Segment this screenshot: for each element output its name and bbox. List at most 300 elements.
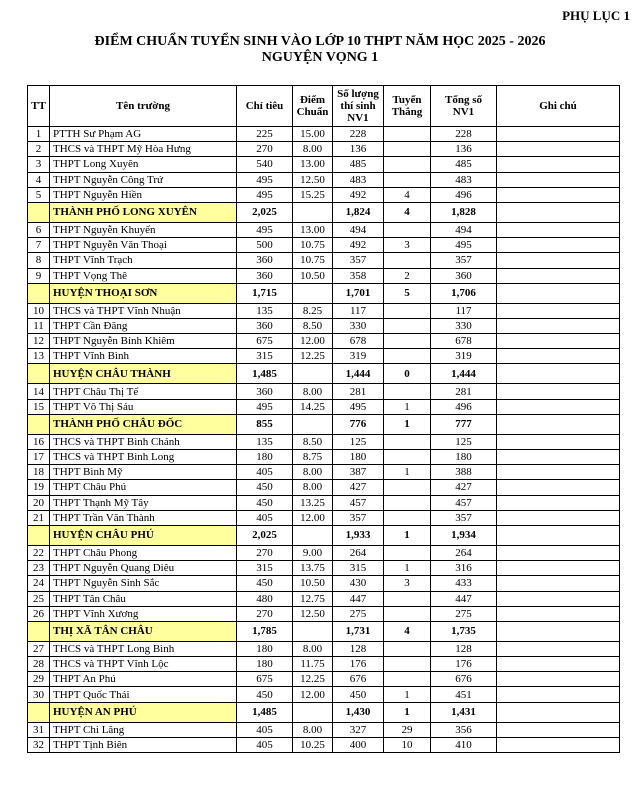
region-name: THỊ XÃ TÂN CHÂU [50, 621, 237, 641]
row-tt [28, 702, 50, 722]
row-tt: 8 [28, 253, 50, 268]
row-note [497, 545, 620, 560]
row-school-name: THPT Nguyễn Sinh Sắc [50, 576, 237, 591]
row-cutoff-score: 8.25 [293, 303, 333, 318]
table-row [28, 222, 620, 237]
row-quota: 495 [237, 172, 293, 187]
table-row [28, 238, 620, 253]
row-tt: 27 [28, 641, 50, 656]
row-total-nv1: 330 [431, 318, 497, 333]
row-quota: 495 [237, 187, 293, 202]
row-nv1-count: 180 [333, 450, 384, 465]
row-cutoff-score: 12.50 [293, 606, 333, 621]
row-school-name: THPT Trần Văn Thành [50, 510, 237, 525]
row-school-name: THPT Vĩnh Bình [50, 349, 237, 364]
table-row [28, 334, 620, 349]
row-tt: 5 [28, 187, 50, 202]
row-school-name: THPT Châu Phú [50, 480, 237, 495]
row-nv1-count: 128 [333, 641, 384, 656]
row-direct-admission [384, 127, 431, 142]
row-tt: 16 [28, 434, 50, 449]
row-nv1-count: 357 [333, 253, 384, 268]
table-row [28, 434, 620, 449]
table-row [28, 657, 620, 672]
table-body [28, 127, 620, 753]
table-row [28, 399, 620, 414]
table-row [28, 268, 620, 283]
row-total-nv1: 136 [431, 142, 497, 157]
row-quota: 135 [237, 303, 293, 318]
table-header-row [28, 86, 620, 127]
row-total-nv1: 496 [431, 187, 497, 202]
row-quota: 135 [237, 434, 293, 449]
row-nv1-count: 678 [333, 334, 384, 349]
row-nv1-count: 319 [333, 349, 384, 364]
table-row [28, 172, 620, 187]
row-note [497, 606, 620, 621]
title-line-2: NGUYỆN VỌNG 1 [261, 50, 379, 65]
row-total-nv1: 1,706 [431, 283, 497, 303]
row-total-nv1: 1,735 [431, 621, 497, 641]
row-direct-admission [384, 480, 431, 495]
row-total-nv1: 1,934 [431, 525, 497, 545]
row-school-name: THPT Vĩnh Trạch [50, 253, 237, 268]
row-tt: 1 [28, 127, 50, 142]
row-note [497, 737, 620, 752]
row-nv1-count: 264 [333, 545, 384, 560]
header-cutoff-score: Điểm Chuẩn [293, 86, 333, 127]
row-tt: 29 [28, 672, 50, 687]
row-quota: 495 [237, 399, 293, 414]
row-note [497, 334, 620, 349]
row-nv1-count: 776 [333, 414, 384, 434]
row-total-nv1: 485 [431, 157, 497, 172]
row-direct-admission [384, 657, 431, 672]
row-nv1-count: 400 [333, 737, 384, 752]
row-tt: 11 [28, 318, 50, 333]
row-cutoff-score: 12.00 [293, 334, 333, 349]
row-total-nv1: 496 [431, 399, 497, 414]
row-cutoff-score: 8.50 [293, 318, 333, 333]
row-quota: 315 [237, 349, 293, 364]
row-direct-admission [384, 545, 431, 560]
row-nv1-count: 125 [333, 434, 384, 449]
row-school-name: THPT Vĩnh Xương [50, 606, 237, 621]
region-subtotal-row [28, 525, 620, 545]
table-row [28, 561, 620, 576]
row-nv1-count: 1,824 [333, 202, 384, 222]
row-direct-admission: 5 [384, 283, 431, 303]
row-note [497, 222, 620, 237]
row-note [497, 238, 620, 253]
region-name: THÀNH PHỐ CHÂU ĐỐC [50, 414, 237, 434]
row-total-nv1: 483 [431, 172, 497, 187]
row-total-nv1: 319 [431, 349, 497, 364]
row-school-name: THCS và THPT Long Bình [50, 641, 237, 656]
row-total-nv1: 357 [431, 510, 497, 525]
row-note [497, 621, 620, 641]
row-total-nv1: 678 [431, 334, 497, 349]
row-nv1-count: 1,933 [333, 525, 384, 545]
row-total-nv1: 388 [431, 465, 497, 480]
row-school-name: THCS và THPT Bình Long [50, 450, 237, 465]
row-note [497, 576, 620, 591]
region-subtotal-row [28, 202, 620, 222]
table-row [28, 157, 620, 172]
header-note: Ghi chú [497, 86, 620, 127]
row-note [497, 672, 620, 687]
row-nv1-count: 450 [333, 687, 384, 702]
row-direct-admission: 4 [384, 202, 431, 222]
row-tt [28, 414, 50, 434]
row-cutoff-score [293, 702, 333, 722]
table-row [28, 576, 620, 591]
region-subtotal-row [28, 364, 620, 384]
row-quota: 495 [237, 222, 293, 237]
row-cutoff-score: 12.25 [293, 349, 333, 364]
row-cutoff-score: 10.75 [293, 253, 333, 268]
table-row [28, 384, 620, 399]
row-total-nv1: 410 [431, 737, 497, 752]
row-tt: 4 [28, 172, 50, 187]
row-tt: 20 [28, 495, 50, 510]
row-total-nv1: 357 [431, 253, 497, 268]
table-row [28, 606, 620, 621]
row-quota: 1,485 [237, 364, 293, 384]
row-note [497, 172, 620, 187]
row-quota: 450 [237, 495, 293, 510]
row-quota: 360 [237, 253, 293, 268]
row-note [497, 641, 620, 656]
row-nv1-count: 676 [333, 672, 384, 687]
row-quota: 450 [237, 687, 293, 702]
row-tt: 18 [28, 465, 50, 480]
row-total-nv1: 1,828 [431, 202, 497, 222]
row-note [497, 465, 620, 480]
row-quota: 270 [237, 606, 293, 621]
row-cutoff-score: 13.75 [293, 561, 333, 576]
row-school-name: THPT Nguyễn Công Trứ [50, 172, 237, 187]
row-direct-admission [384, 172, 431, 187]
table-row [28, 687, 620, 702]
row-school-name: THPT Bình Mỹ [50, 465, 237, 480]
row-nv1-count: 492 [333, 238, 384, 253]
row-tt [28, 364, 50, 384]
row-tt: 31 [28, 722, 50, 737]
row-direct-admission: 1 [384, 525, 431, 545]
row-note [497, 202, 620, 222]
row-direct-admission: 4 [384, 187, 431, 202]
row-quota: 2,025 [237, 525, 293, 545]
row-quota: 2,025 [237, 202, 293, 222]
row-school-name: PTTH Sư Phạm AG [50, 127, 237, 142]
row-cutoff-score: 10.50 [293, 576, 333, 591]
row-cutoff-score: 8.00 [293, 465, 333, 480]
row-direct-admission [384, 349, 431, 364]
row-direct-admission: 1 [384, 687, 431, 702]
row-nv1-count: 117 [333, 303, 384, 318]
row-tt: 32 [28, 737, 50, 752]
row-cutoff-score: 14.25 [293, 399, 333, 414]
row-nv1-count: 327 [333, 722, 384, 737]
row-total-nv1: 117 [431, 303, 497, 318]
row-cutoff-score: 12.00 [293, 687, 333, 702]
row-cutoff-score: 15.00 [293, 127, 333, 142]
row-tt: 23 [28, 561, 50, 576]
row-note [497, 702, 620, 722]
row-school-name: THPT Nguyễn Quang Diêu [50, 561, 237, 576]
row-quota: 1,785 [237, 621, 293, 641]
table-row [28, 465, 620, 480]
row-note [497, 591, 620, 606]
row-direct-admission [384, 384, 431, 399]
row-total-nv1: 316 [431, 561, 497, 576]
row-nv1-count: 1,444 [333, 364, 384, 384]
row-school-name: THCS và THPT Vĩnh Nhuận [50, 303, 237, 318]
header-direct-admission: Tuyển Thẳng [384, 86, 431, 127]
row-direct-admission: 1 [384, 414, 431, 434]
row-direct-admission [384, 641, 431, 656]
row-total-nv1: 356 [431, 722, 497, 737]
table-row [28, 545, 620, 560]
table-row [28, 253, 620, 268]
row-school-name: THPT Tịnh Biên [50, 737, 237, 752]
document-title [0, 34, 640, 66]
row-total-nv1: 494 [431, 222, 497, 237]
row-nv1-count: 1,731 [333, 621, 384, 641]
row-school-name: THPT Nguyễn Hiền [50, 187, 237, 202]
region-name: HUYỆN THOẠI SƠN [50, 283, 237, 303]
row-quota: 480 [237, 591, 293, 606]
row-tt: 25 [28, 591, 50, 606]
region-subtotal-row [28, 283, 620, 303]
row-tt: 10 [28, 303, 50, 318]
region-name: HUYỆN AN PHÚ [50, 702, 237, 722]
row-note [497, 399, 620, 414]
row-quota: 540 [237, 157, 293, 172]
row-tt: 19 [28, 480, 50, 495]
row-cutoff-score [293, 202, 333, 222]
row-total-nv1: 281 [431, 384, 497, 399]
row-school-name: THPT Tân Châu [50, 591, 237, 606]
row-cutoff-score: 12.00 [293, 510, 333, 525]
row-direct-admission: 2 [384, 268, 431, 283]
row-school-name: THPT An Phú [50, 672, 237, 687]
row-tt: 28 [28, 657, 50, 672]
row-nv1-count: 176 [333, 657, 384, 672]
row-tt [28, 621, 50, 641]
header-nv1-count: Số lượng thí sinh NV1 [333, 86, 384, 127]
row-nv1-count: 430 [333, 576, 384, 591]
row-quota: 855 [237, 414, 293, 434]
row-cutoff-score: 9.00 [293, 545, 333, 560]
row-nv1-count: 492 [333, 187, 384, 202]
row-note [497, 495, 620, 510]
row-nv1-count: 275 [333, 606, 384, 621]
region-subtotal-row [28, 702, 620, 722]
row-school-name: THPT Châu Phong [50, 545, 237, 560]
row-cutoff-score: 8.00 [293, 384, 333, 399]
row-note [497, 187, 620, 202]
row-tt: 3 [28, 157, 50, 172]
row-direct-admission: 1 [384, 702, 431, 722]
row-direct-admission [384, 434, 431, 449]
row-direct-admission: 1 [384, 399, 431, 414]
row-note [497, 349, 620, 364]
header-quota: Chỉ tiêu [237, 86, 293, 127]
row-tt: 2 [28, 142, 50, 157]
row-nv1-count: 494 [333, 222, 384, 237]
row-total-nv1: 447 [431, 591, 497, 606]
row-nv1-count: 357 [333, 510, 384, 525]
row-cutoff-score: 8.00 [293, 480, 333, 495]
row-cutoff-score: 8.00 [293, 641, 333, 656]
row-direct-admission [384, 303, 431, 318]
row-school-name: THPT Thạnh Mỹ Tây [50, 495, 237, 510]
row-note [497, 657, 620, 672]
row-quota: 675 [237, 334, 293, 349]
row-cutoff-score: 10.75 [293, 238, 333, 253]
row-direct-admission: 0 [384, 364, 431, 384]
row-direct-admission [384, 606, 431, 621]
row-note [497, 268, 620, 283]
row-quota: 1,715 [237, 283, 293, 303]
row-total-nv1: 264 [431, 545, 497, 560]
row-quota: 450 [237, 480, 293, 495]
row-tt: 24 [28, 576, 50, 591]
row-quota: 450 [237, 576, 293, 591]
row-cutoff-score [293, 414, 333, 434]
row-note [497, 283, 620, 303]
row-nv1-count: 495 [333, 399, 384, 414]
row-quota: 360 [237, 384, 293, 399]
row-direct-admission [384, 495, 431, 510]
row-direct-admission: 3 [384, 238, 431, 253]
row-nv1-count: 228 [333, 127, 384, 142]
table-row [28, 737, 620, 752]
row-tt [28, 525, 50, 545]
row-direct-admission [384, 253, 431, 268]
appendix-label: PHỤ LỤC 1 [562, 8, 630, 23]
region-name: HUYỆN CHÂU THÀNH [50, 364, 237, 384]
row-school-name: THPT Quốc Thái [50, 687, 237, 702]
table-row [28, 495, 620, 510]
row-tt: 12 [28, 334, 50, 349]
row-cutoff-score: 10.50 [293, 268, 333, 283]
row-nv1-count: 427 [333, 480, 384, 495]
row-quota: 180 [237, 641, 293, 656]
row-direct-admission [384, 222, 431, 237]
row-school-name: THCS và THPT Bình Chánh [50, 434, 237, 449]
row-tt: 15 [28, 399, 50, 414]
row-note [497, 510, 620, 525]
row-total-nv1: 180 [431, 450, 497, 465]
row-nv1-count: 358 [333, 268, 384, 283]
row-direct-admission [384, 591, 431, 606]
row-cutoff-score: 12.25 [293, 672, 333, 687]
row-quota: 315 [237, 561, 293, 576]
row-direct-admission [384, 334, 431, 349]
row-school-name: THCS và THPT Vĩnh Lộc [50, 657, 237, 672]
row-school-name: THPT Châu Thị Tế [50, 384, 237, 399]
row-tt: 6 [28, 222, 50, 237]
row-quota: 270 [237, 545, 293, 560]
row-tt: 13 [28, 349, 50, 364]
row-note [497, 318, 620, 333]
row-nv1-count: 1,430 [333, 702, 384, 722]
row-cutoff-score [293, 525, 333, 545]
row-direct-admission: 10 [384, 737, 431, 752]
row-note [497, 142, 620, 157]
row-tt: 17 [28, 450, 50, 465]
row-note [497, 414, 620, 434]
row-direct-admission: 1 [384, 465, 431, 480]
row-cutoff-score: 8.75 [293, 450, 333, 465]
table-row [28, 142, 620, 157]
row-note [497, 450, 620, 465]
row-note [497, 722, 620, 737]
row-nv1-count: 457 [333, 495, 384, 510]
table-row [28, 450, 620, 465]
region-name: HUYỆN CHÂU PHÚ [50, 525, 237, 545]
row-total-nv1: 457 [431, 495, 497, 510]
row-note [497, 127, 620, 142]
row-nv1-count: 281 [333, 384, 384, 399]
row-total-nv1: 125 [431, 434, 497, 449]
row-total-nv1: 1,431 [431, 702, 497, 722]
row-tt [28, 283, 50, 303]
row-total-nv1: 676 [431, 672, 497, 687]
row-cutoff-score: 13.00 [293, 222, 333, 237]
title-line-1: ĐIỂM CHUẨN TUYỂN SINH VÀO LỚP 10 THPT NĂM HỌC 2025 - 2026 [94, 34, 546, 49]
row-note [497, 364, 620, 384]
row-nv1-count: 447 [333, 591, 384, 606]
row-nv1-count: 387 [333, 465, 384, 480]
row-quota: 405 [237, 722, 293, 737]
row-direct-admission [384, 157, 431, 172]
region-subtotal-row [28, 621, 620, 641]
row-quota: 225 [237, 127, 293, 142]
table-row [28, 349, 620, 364]
row-school-name: THPT Nguyễn Khuyến [50, 222, 237, 237]
row-direct-admission: 1 [384, 561, 431, 576]
row-nv1-count: 330 [333, 318, 384, 333]
table-row [28, 510, 620, 525]
row-school-name: THPT Long Xuyên [50, 157, 237, 172]
row-school-name: THPT Vọng Thê [50, 268, 237, 283]
row-direct-admission [384, 510, 431, 525]
table-row [28, 127, 620, 142]
row-note [497, 561, 620, 576]
region-subtotal-row [28, 414, 620, 434]
row-cutoff-score: 12.50 [293, 172, 333, 187]
row-direct-admission [384, 142, 431, 157]
row-cutoff-score: 8.00 [293, 722, 333, 737]
admission-score-table [27, 85, 620, 753]
row-cutoff-score: 13.00 [293, 157, 333, 172]
row-school-name: THCS và THPT Mỹ Hòa Hưng [50, 142, 237, 157]
row-cutoff-score: 12.75 [293, 591, 333, 606]
table-row [28, 318, 620, 333]
row-note [497, 434, 620, 449]
row-school-name: THPT Nguyễn Bỉnh Khiêm [50, 334, 237, 349]
region-name: THÀNH PHỐ LONG XUYÊN [50, 202, 237, 222]
row-direct-admission [384, 450, 431, 465]
table-row [28, 672, 620, 687]
row-quota: 360 [237, 318, 293, 333]
row-total-nv1: 451 [431, 687, 497, 702]
row-cutoff-score: 15.25 [293, 187, 333, 202]
